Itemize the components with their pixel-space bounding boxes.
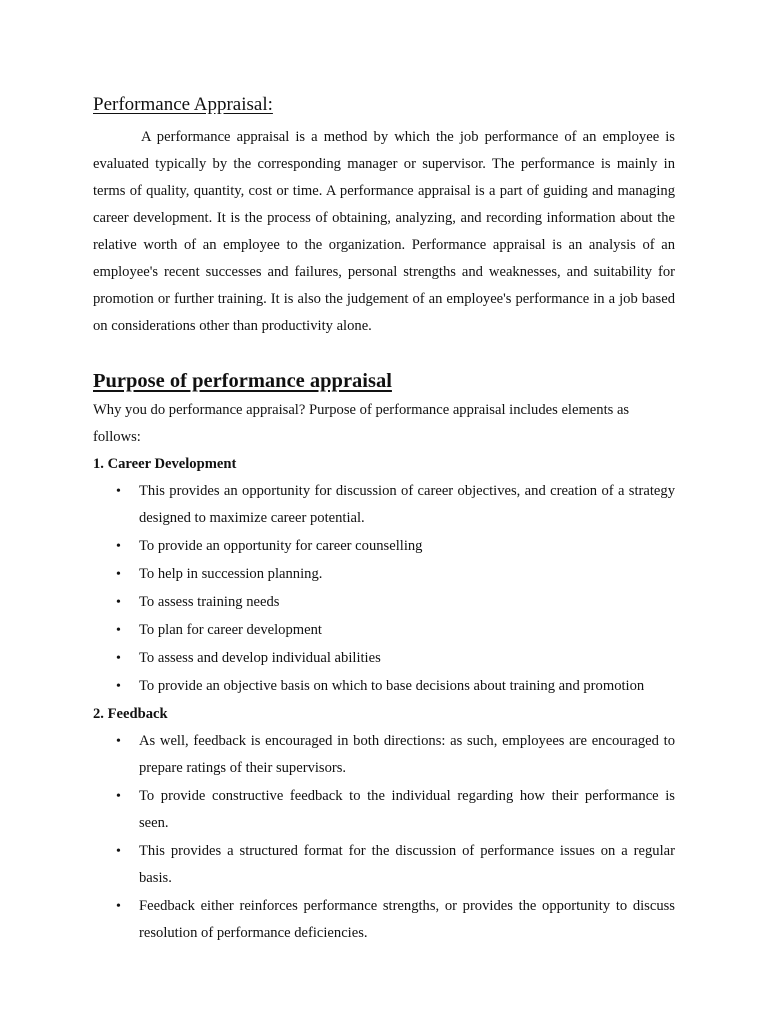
list-item: [93, 533, 675, 560]
list-item: [93, 783, 675, 837]
page-title: Performance Appraisal:: [93, 94, 273, 115]
bullet-icon: •: [116, 651, 121, 666]
bullet-icon: •: [116, 679, 121, 694]
bullet-icon: •: [116, 623, 121, 638]
bullet-icon: •: [116, 789, 121, 804]
list-item-text: This provides a structured format for the discussion of performance issues on a regular basis.: [139, 843, 675, 886]
list-item-text: To provide an objective basis on which to base decisions about training and promotion: [139, 678, 645, 694]
list-item: [93, 838, 675, 892]
list-item-text: To provide constructive feedback to the individual regarding how their performance is seen.: [139, 788, 675, 831]
bullet-icon: •: [116, 844, 121, 859]
bullet-list-career-development: [93, 478, 675, 700]
bullet-icon: •: [116, 899, 121, 914]
list-item-text: To assess and develop individual abilities: [139, 650, 381, 666]
list-item-text: As well, feedback is encouraged in both directions: as such, employees are encouraged to prepare ratings of their supervisors.: [139, 733, 675, 776]
list-item-text: To provide an opportunity for career counselling: [139, 538, 423, 554]
list-item-text: To help in succession planning.: [139, 566, 323, 582]
bullet-icon: •: [116, 484, 121, 499]
list-item: [93, 478, 675, 532]
bullet-icon: •: [116, 567, 121, 582]
list-item: [93, 893, 675, 947]
section-intro: Why you do performance appraisal? Purpose of performance appraisal includes elements as follows:: [93, 402, 630, 445]
section-heading: Purpose of performance appraisal: [93, 370, 392, 392]
list-item: [93, 589, 675, 616]
list-item: [93, 561, 675, 588]
list-item-text: To assess training needs: [139, 594, 280, 610]
subsection-title-feedback: 2. Feedback: [93, 706, 168, 722]
bullet-icon: •: [116, 539, 121, 554]
document-body: [93, 92, 675, 948]
subsection-title-career-development: 1. Career Development: [93, 456, 237, 472]
list-item: [93, 728, 675, 782]
bullet-icon: •: [116, 595, 121, 610]
list-item-text: To plan for career development: [139, 622, 322, 638]
intro-paragraph: A performance appraisal is a method by which the job performance of an employee is evaluated typically by the corresponding manager or supervisor. The performance is mainly in terms of quality, quantity, cost or time. A performance appraisal is a part of guiding and managing career development. It is the process of obtaining, analyzing, and recording information about the relative worth of an employee to the organization. Performance appraisal is an analysis of an employee's recent successes and failures, personal strengths and weaknesses, and suitability for promotion or further training. It is also the judgement of an employee's performance in a job based on considerations other than productivity alone.: [93, 129, 675, 334]
list-item-text: Feedback either reinforces performance strengths, or provides the opportunity to discuss resolution of performance deficiencies.: [139, 898, 675, 941]
list-item-text: This provides an opportunity for discussion of career objectives, and creation of a strategy designed to maximize career potential.: [139, 483, 675, 526]
list-item: [93, 673, 675, 700]
list-item: [93, 617, 675, 644]
bullet-icon: •: [116, 734, 121, 749]
list-item: [93, 645, 675, 672]
bullet-list-feedback: [93, 728, 675, 947]
